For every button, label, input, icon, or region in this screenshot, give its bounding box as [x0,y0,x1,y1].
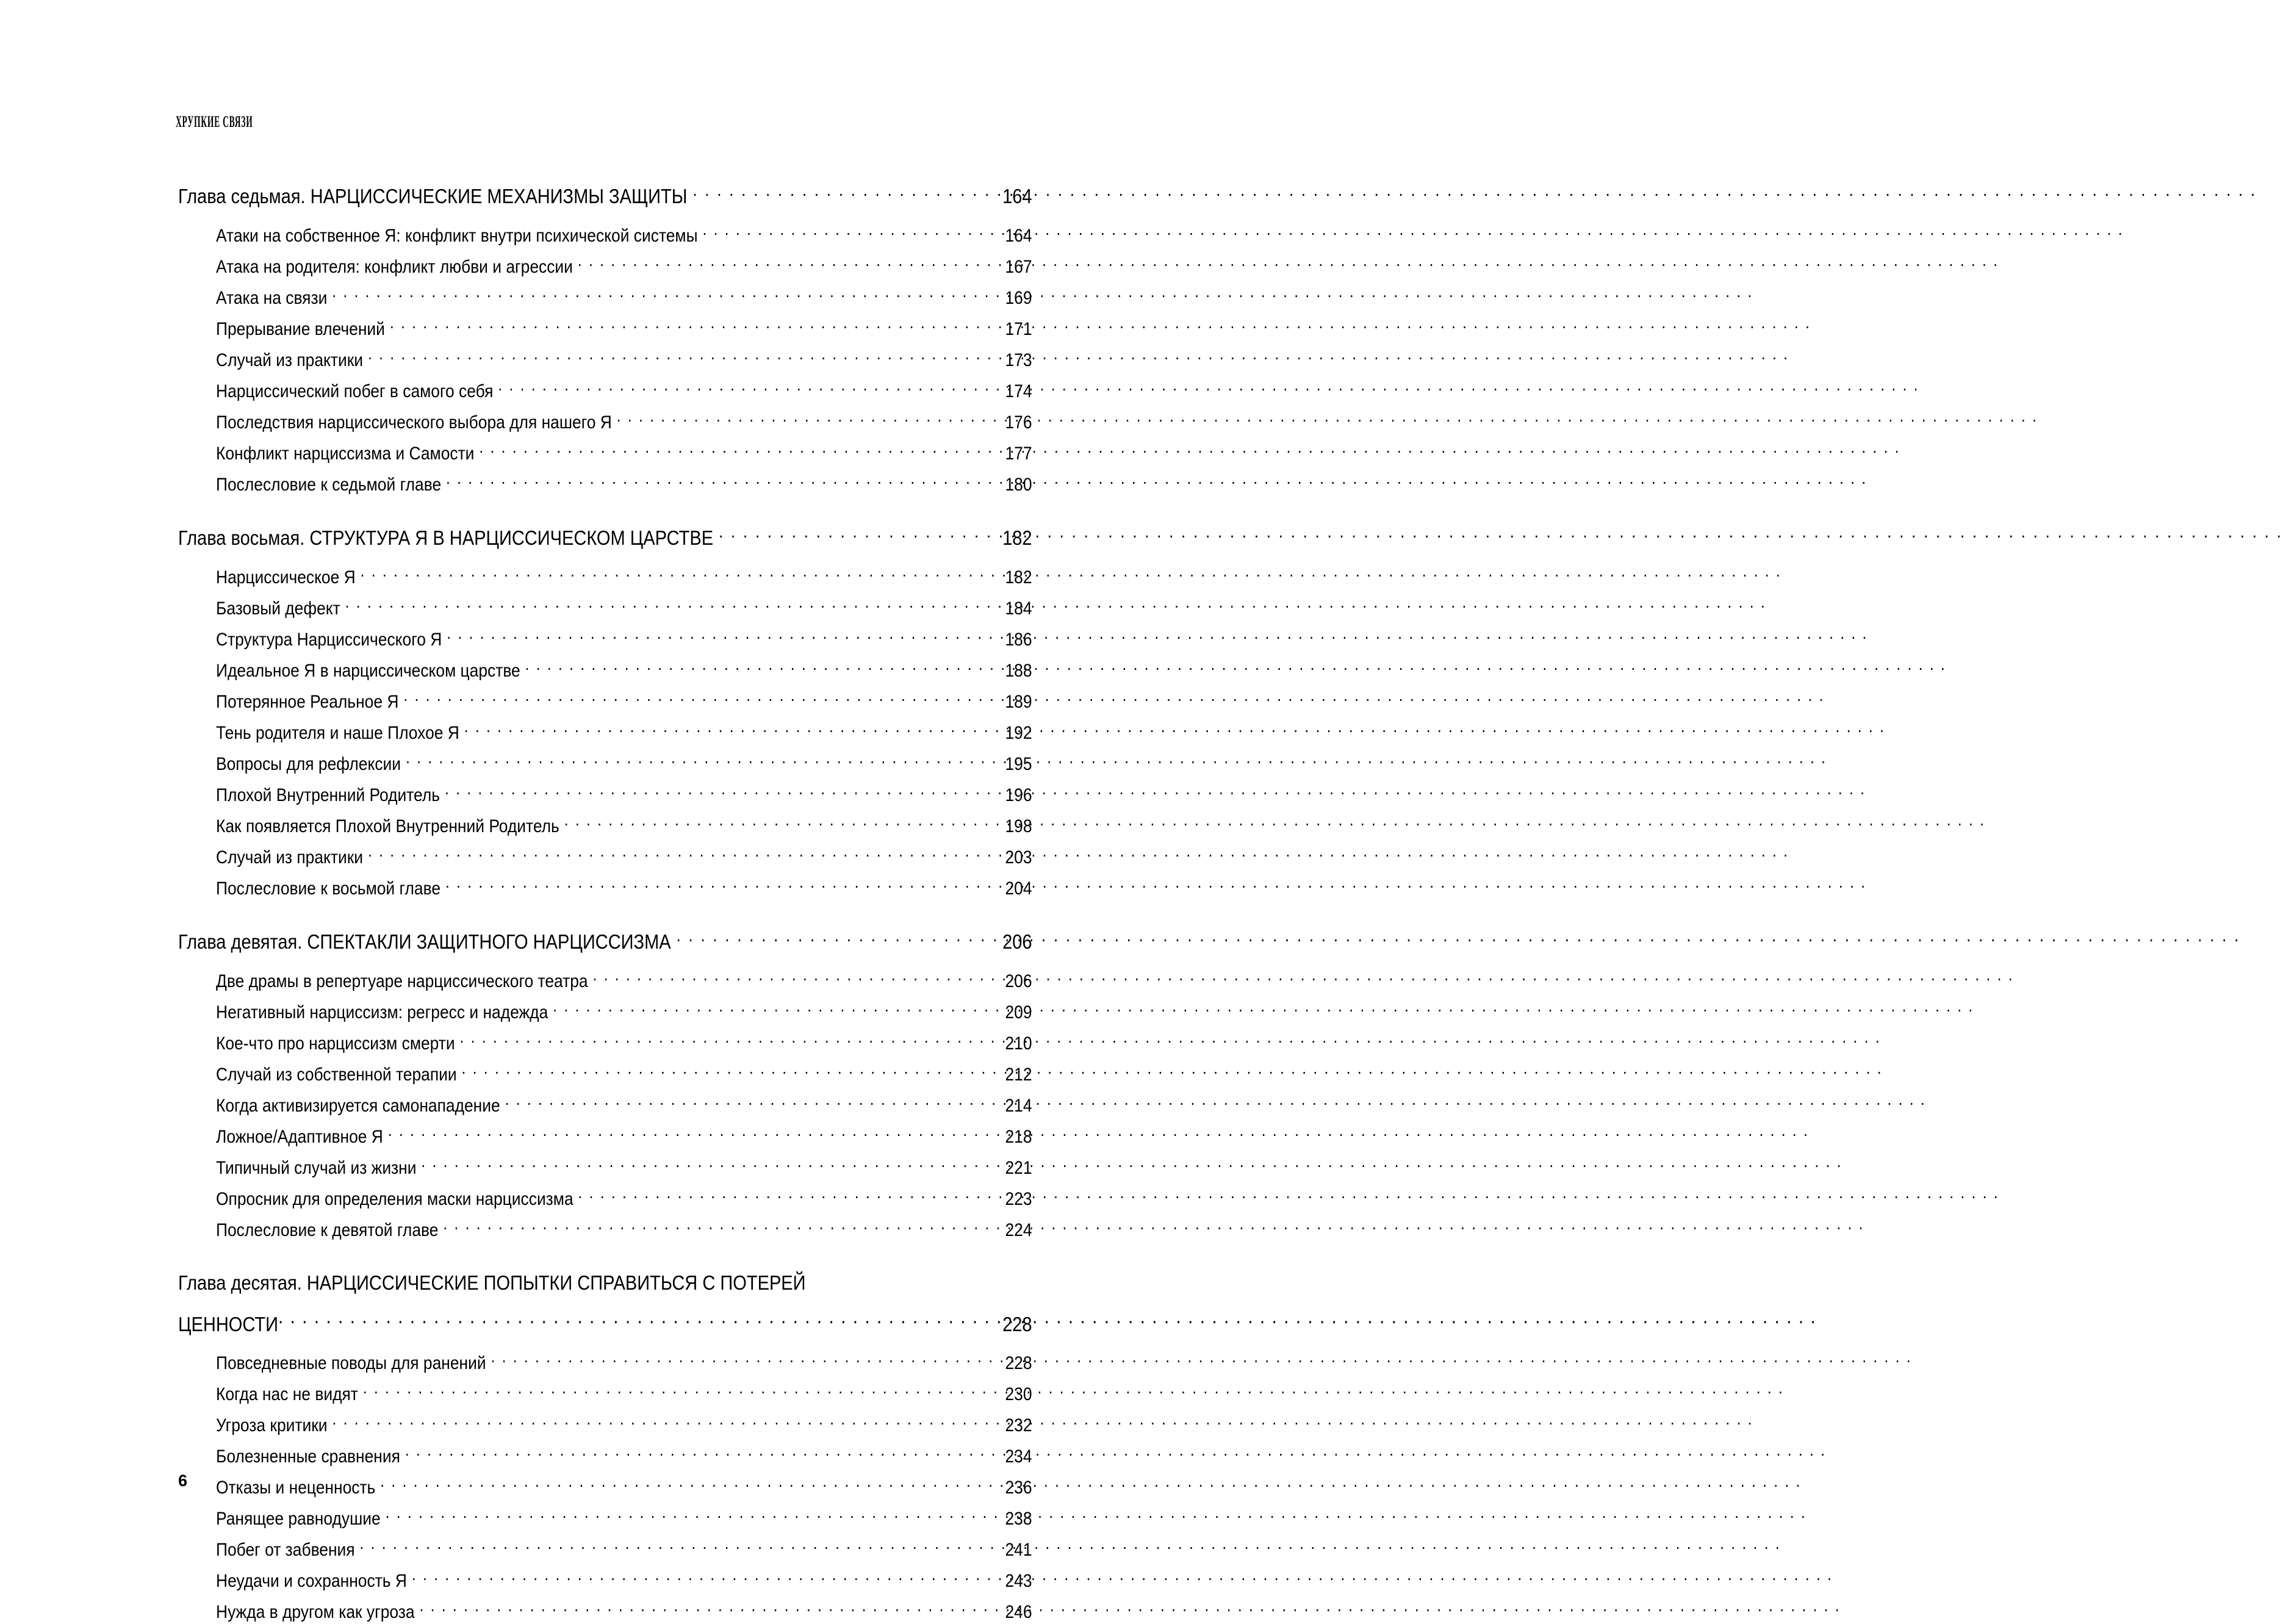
toc-entry[interactable] [216,1093,1032,1118]
dot-leader [553,1000,1001,1018]
dot-leader [692,183,996,203]
toc-entry-page-number: 214 [1005,1095,1032,1116]
dot-leader [491,1351,1001,1369]
toc-entry[interactable] [216,627,1032,652]
dot-leader [445,783,1001,801]
dot-leader [380,1475,1001,1493]
dot-leader [702,223,1001,242]
toc-entry[interactable] [216,286,1032,310]
toc-chapter-heading-line1: Глава десятая. НАРЦИССИЧЕСКИЕ ПОПЫТКИ СПРАВИТЬСЯ С ПОТЕРЕЙ [178,1271,806,1294]
toc-entry-page-number: 232 [1005,1415,1032,1436]
dot-leader [360,1537,1001,1556]
toc-entry[interactable] [216,1506,1032,1531]
toc-entry-page-number: 210 [1005,1033,1032,1054]
toc-entry-label: Послесловие к восьмой главе [216,878,441,899]
toc-entry-page-number: 234 [1005,1446,1032,1467]
toc-chapter-page-number: 228 [1002,1312,1032,1335]
toc-entry-label: Две драмы в репертуаре нарциссического театра [216,971,588,991]
dot-leader [443,1218,1001,1236]
toc-entry-label: Побег от забвения [216,1540,355,1561]
toc-entry-page-number: 164 [1005,225,1032,246]
toc-chapter-block [178,525,1032,900]
dot-leader [386,1506,1001,1525]
dot-leader [525,658,1001,677]
dot-leader [617,410,1001,428]
toc-entry[interactable] [216,752,1032,776]
toc-entry[interactable] [216,1218,1032,1242]
toc-entry[interactable] [216,410,1032,434]
toc-entry-label: Конфликт нарциссизма и Самости [216,443,475,464]
toc-entry-label: Ранящее равнодушие [216,1509,381,1529]
toc-entry-page-number: 241 [1005,1540,1032,1561]
toc-entry[interactable] [216,1062,1032,1087]
toc-entry-label: Послесловие к седьмой главе [216,474,442,495]
toc-entry-label: Кое-что про нарциссизм смерти [216,1033,455,1054]
toc-chapter-heading-line2: ЦЕННОСТИ [178,1312,279,1335]
toc-entry[interactable] [216,1031,1032,1055]
dot-leader [464,720,1001,739]
toc-entry-page-number: 180 [1005,474,1032,495]
toc-entry-label: Атака на родителя: конфликт любви и агрессии [216,256,573,277]
toc-chapter-page-number: 206 [1002,930,1032,953]
toc-entry-page-number: 184 [1005,598,1032,619]
dot-leader [421,1155,1001,1174]
toc-entry[interactable] [216,814,1032,838]
toc-entry[interactable] [216,1155,1032,1180]
toc-entry-list [216,565,1032,900]
toc-entry[interactable] [216,1475,1032,1500]
toc-entry-label: Нужда в другом как угроза [216,1602,415,1623]
dot-leader [332,286,1001,304]
toc-entry-label: Повседневные поводы для ранений [216,1353,486,1374]
toc-entry-list [216,969,1032,1242]
toc-entry[interactable] [216,348,1032,372]
toc-chapter-block [178,183,1032,497]
toc-chapter-heading[interactable] [178,1270,1032,1338]
dot-leader [445,876,1001,894]
dot-leader [361,565,1001,583]
toc-entry-page-number: 203 [1005,847,1032,868]
dot-leader [368,845,1001,863]
toc-chapter-block [178,929,1032,1242]
toc-entry-page-number: 173 [1005,350,1032,370]
toc-entry[interactable] [216,1351,1032,1375]
dot-leader [446,472,1001,490]
toc-entry-page-number: 167 [1005,256,1032,277]
toc-entry-page-number: 176 [1005,412,1032,433]
page-number-folio: 6 [178,1471,188,1490]
toc-entry-label: Случай из практики [216,350,364,370]
toc-entry[interactable] [216,223,1032,248]
toc-entry-label: Типичный случай из жизни [216,1157,417,1178]
toc-chapter-heading-label: Глава восьмая. СТРУКТУРА Я В НАРЦИССИЧЕСКОМ ЦАРСТВЕ [178,526,714,549]
toc-entry-label: Ложное/Адаптивное Я [216,1126,383,1147]
toc-entry-label: Атаки на собственное Я: конфликт внутри психической системы [216,225,698,246]
toc-entry-page-number: 189 [1005,691,1032,712]
dot-leader [505,1093,1001,1112]
toc-entry[interactable] [216,472,1032,497]
toc-entry[interactable] [216,689,1032,714]
toc-entry-page-number: 221 [1005,1157,1032,1178]
dot-leader [447,627,1001,645]
book-page [0,0,1132,1623]
toc-entry-label: Последствия нарциссического выбора для нашего Я [216,412,612,433]
dot-leader [388,1124,1001,1143]
dot-leader [345,596,1001,614]
toc-entry[interactable] [216,1444,1032,1468]
toc-entry-page-number: 192 [1005,722,1032,743]
dot-leader [578,254,1001,273]
dot-leader [462,1062,1001,1080]
toc-entry-label: Отказы и неценность [216,1478,376,1498]
toc-entry-label: Плохой Внутренний Родитель [216,785,440,805]
toc-entry-page-number: 169 [1005,287,1032,308]
toc-entry[interactable] [216,254,1032,279]
dot-leader [405,1444,1001,1462]
toc-entry[interactable] [216,565,1032,589]
dot-leader [390,317,1001,335]
toc-entry-page-number: 212 [1005,1064,1032,1085]
toc-entry-page-number: 188 [1005,660,1032,681]
toc-chapter-heading-label: Глава девятая. СПЕКТАКЛИ ЗАЩИТНОГО НАРЦИССИЗМА [178,930,671,953]
toc-chapter-block [178,1270,1032,1624]
dot-leader [403,689,1001,708]
toc-entry-page-number: 177 [1005,443,1032,464]
toc-entry[interactable] [216,783,1032,807]
toc-entry-label: Базовый дефект [216,598,340,619]
toc-entry[interactable] [216,1568,1032,1593]
toc-entry[interactable] [216,317,1032,341]
toc-entry-page-number: 223 [1005,1188,1032,1209]
toc-entry[interactable] [216,1600,1032,1624]
toc-entry-page-number: 228 [1005,1353,1032,1374]
toc-entry-page-number: 218 [1005,1126,1032,1147]
dot-leader [278,1311,1002,1331]
toc-entry-label: Как появляется Плохой Внутренний Родитель [216,816,559,836]
dot-leader [363,1382,1001,1400]
toc-entry-page-number: 236 [1005,1478,1032,1498]
dot-leader [420,1600,1001,1618]
toc-entry-list [216,1351,1032,1624]
toc-entry[interactable] [216,1382,1032,1406]
dot-leader [498,379,1001,397]
toc-entry-page-number: 209 [1005,1002,1032,1022]
toc-entry[interactable] [216,969,1032,993]
toc-entry-label: Когда нас не видят [216,1384,358,1405]
toc-entry-label: Нарциссический побег в самого себя [216,381,494,401]
dot-leader [332,1413,1001,1431]
toc-entry-page-number: 174 [1005,381,1032,401]
toc-entry[interactable] [216,720,1032,745]
toc-chapter-heading[interactable] [178,183,1032,210]
toc-entry-page-number: 186 [1005,629,1032,650]
toc-entry[interactable] [216,1124,1032,1149]
toc-entry-label: Нарциссическое Я [216,567,356,587]
toc-entry-page-number: 171 [1005,318,1032,339]
toc-chapter-page-number: 164 [1002,185,1032,207]
toc-entry-page-number: 204 [1005,878,1032,899]
toc-entry-label: Болезненные сравнения [216,1446,400,1467]
running-head: ХРУПКИЕ СВЯЗИ [176,113,253,131]
toc-entry[interactable] [216,1000,1032,1024]
toc-entry[interactable] [216,441,1032,465]
toc-chapter-heading[interactable] [178,929,1032,955]
dot-leader [676,929,996,949]
toc-entry-page-number: 198 [1005,816,1032,836]
dot-leader [592,969,1001,987]
toc-entry[interactable] [216,1537,1032,1562]
toc-entry[interactable] [216,658,1032,683]
toc-entry-label: Атака на связи [216,287,328,308]
toc-entry-page-number: 230 [1005,1384,1032,1405]
toc-entry-label: Вопросы для рефлексии [216,753,401,774]
toc-entry-page-number: 196 [1005,785,1032,805]
toc-entry-label: Структура Нарциссического Я [216,629,442,650]
toc-entry[interactable] [216,1413,1032,1437]
toc-entry-label: Негативный нарциссизм: регресс и надежда [216,1002,548,1022]
toc-chapter-heading-line2-row [178,1311,1032,1338]
toc-entry-page-number: 182 [1005,567,1032,587]
toc-chapter-page-number: 182 [1002,526,1032,549]
toc-chapter-heading-label: Глава седьмая. НАРЦИССИЧЕСКИЕ МЕХАНИЗМЫ ЗАЩИТЫ [178,185,688,207]
toc-entry[interactable] [216,596,1032,620]
toc-entry-label: Когда активизируется самонападение [216,1095,500,1116]
toc-entry-label: Угроза критики [216,1415,328,1436]
dot-leader [412,1568,1001,1587]
toc-chapter-heading[interactable] [178,525,1032,552]
toc-entry-label: Неудачи и сохранность Я [216,1571,407,1592]
toc-entry[interactable] [216,379,1032,403]
toc-entry-label: Тень родителя и наше Плохое Я [216,722,459,743]
toc-entry-label: Послесловие к девятой главе [216,1220,439,1240]
toc-entry[interactable] [216,845,1032,869]
toc-entry-label: Случай из собственной терапии [216,1064,457,1085]
dot-leader [564,814,1001,832]
toc-entry[interactable] [216,1187,1032,1211]
dot-leader [368,348,1001,366]
toc-entry-label: Идеальное Я в нарциссическом царстве [216,660,520,681]
toc-entry-page-number: 224 [1005,1220,1032,1240]
toc-entry-label: Случай из практики [216,847,364,868]
toc-entry-page-number: 195 [1005,753,1032,774]
toc-entry-page-number: 246 [1005,1602,1032,1623]
dot-leader [578,1187,1001,1205]
dot-leader [719,525,996,545]
toc-entry-page-number: 243 [1005,1571,1032,1592]
toc-entry-page-number: 238 [1005,1509,1032,1529]
toc-entry-label: Опросник для определения маски нарциссизма [216,1188,573,1209]
dot-leader [406,752,1001,770]
dot-leader [479,441,1001,459]
dot-leader [460,1031,1001,1049]
toc-entry[interactable] [216,876,1032,900]
toc-entry-label: Потерянное Реальное Я [216,691,399,712]
toc-entry-label: Прерывание влечений [216,318,385,339]
toc-entry-list [216,223,1032,497]
toc-entry-page-number: 206 [1005,971,1032,991]
table-of-contents [178,183,1032,1624]
